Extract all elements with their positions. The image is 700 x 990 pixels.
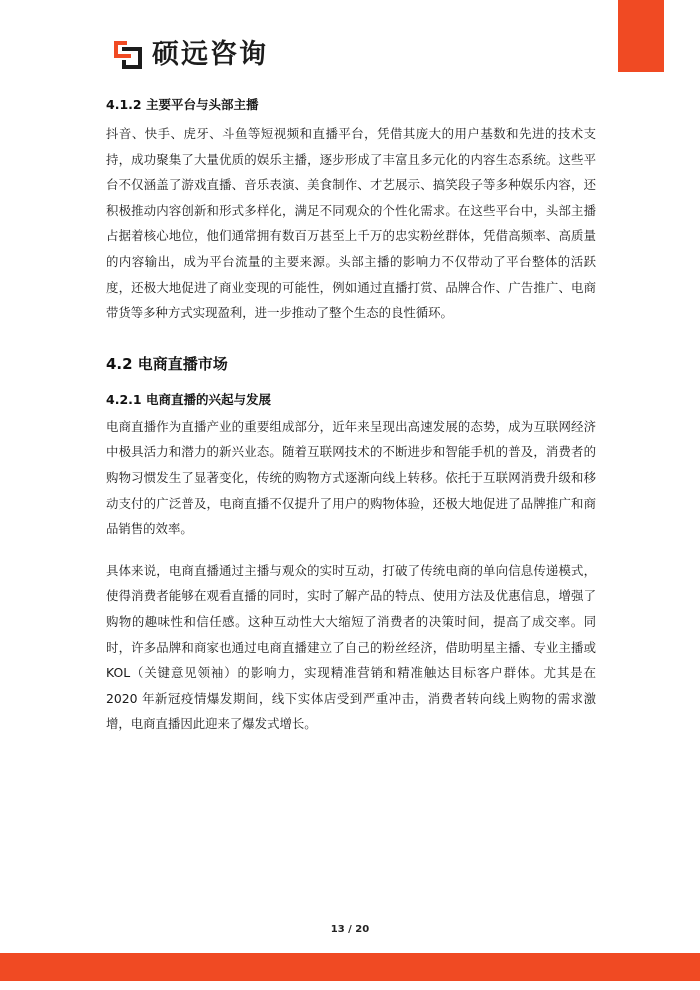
paragraph-ecommerce-rise: 电商直播作为直播产业的重要组成部分，近年来呈现出高速发展的态势，成为互联网经济中极具活力和潜力的新兴业态。随着互联网技术的不断进步和智能手机的普及，消费者的购物习惯发生了显著变化，传统的购物方式逐渐向线上转移。依托于互联网消费升级和移动支付的广泛普及，电商直播不仅提升了用户的购物体验，还极大地促进了品牌推广和商品销售的效率。 [106, 418, 596, 537]
page-number: 13 / 20 [330, 924, 370, 935]
paragraph-ecommerce-interaction: 具体来说，电商直播通过主播与观众的实时互动，打破了传统电商的单向信息传递模式，使得消费者能够在观看直播的同时，实时了解产品的特点、使用方法及优惠信息，增强了购物的趣味性和信任感。这种互动性大大缩短了消费者的决策时间，提高了成交率。同时，许多品牌和商家也通过电商直播建立了自己的粉丝经济，借助明星主播、专业主播或 KOL（关键意见领袖）的影响力，实现精准营销和精准触达目标客户群体。尤其是在 2020 年新冠疫情爆发期间，线下实体店受到严重冲击，消费者转向线上购物的需求激增，电商直播因此迎来了爆发式增长。 [106, 562, 596, 732]
section-heading-4-1-2: 4.1.2 主要平台与头部主播 [106, 97, 259, 112]
brand-logo [112, 38, 268, 72]
corner-accent-block [618, 0, 664, 72]
brand-mark-icon [112, 39, 144, 71]
paragraph-main-platforms: 抖音、快手、虎牙、斗鱼等短视频和直播平台，凭借其庞大的用户基数和先进的技术支持，成功聚集了大量优质的娱乐主播，逐步形成了丰富且多元化的内容生态系统。这些平台不仅涵盖了游戏直播、音乐表演、美食制作、才艺展示、搞笑段子等多种娱乐内容，还积极推动内容创新和形式多样化，满足不同观众的个性化需求。在这些平台中，头部主播占据着核心地位，他们通常拥有数百万甚至上千万的忠实粉丝群体，凭借高频率、高质量的内容输出，成为平台流量的主要来源。头部主播的影响力不仅带动了平台整体的活跃度，还极大地促进了商业变现的可能性，例如通过直播打赏、品牌合作、广告推广、电商带货等多种方式实现盈利，进一步推动了整个生态的良性循环。 [106, 126, 596, 321]
section-heading-4-2: 4.2 电商直播市场 [106, 354, 228, 373]
page-content [106, 95, 596, 737]
brand-name: 硕远咨询 [152, 39, 268, 70]
section-heading-4-2-1: 4.2.1 电商直播的兴起与发展 [106, 391, 271, 407]
footer-accent-bar [0, 953, 700, 981]
